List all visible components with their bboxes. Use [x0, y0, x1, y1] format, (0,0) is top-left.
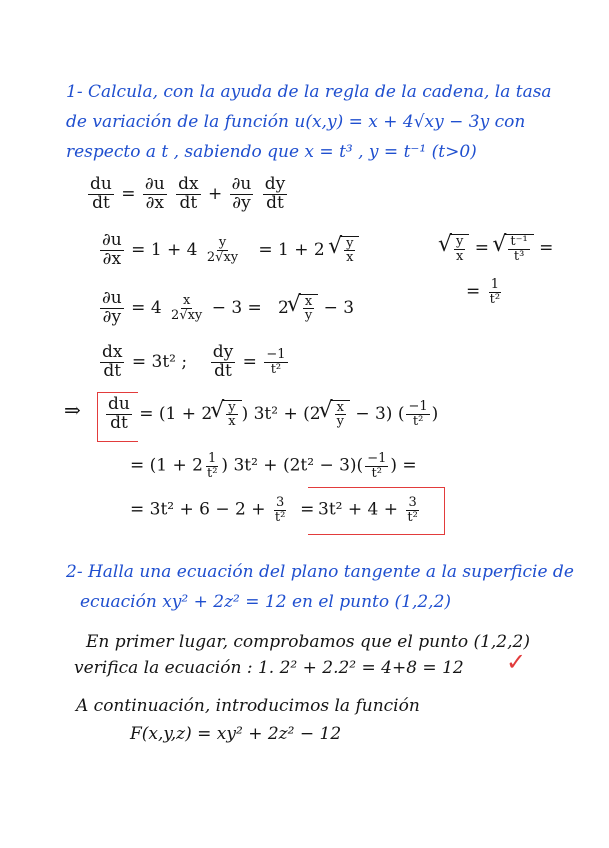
dudy-part-c: − 3 [323, 297, 355, 318]
dxdt-value: = 3t² ; [131, 351, 188, 372]
partial-u-x: $\frac{\partial u}{\partial x}$ = 1 + 4 $\frac{y}{2√xy}$ = 1 + 2 √ $\frac{y}{x}$ [98, 232, 359, 269]
red-box-answer [308, 487, 445, 535]
substituted-equation: $\frac{du}{dt}$ = (1 + 2 √ $\frac{y}{x}$ ) 3t² + (2 √ $\frac{x}{y}$ − 3) ( $\frac{-1}{\text{t²}}$ ) [104, 396, 438, 433]
partial-u-y: $\frac{\partial u}{\partial y}$ = 4 $\frac{x}{2√xy}$ − 3 = 2 √ $\frac{x}{y}$ − 3 [98, 290, 354, 327]
side-note-eq-b: = [466, 281, 481, 302]
problem1-line1: 1- Calcula, con la ayuda de la regla de la cadena, la tasa [66, 82, 552, 102]
implies-arrow: ⇒ [64, 398, 81, 422]
work2-line3: A continuación, introducimos la función [76, 696, 420, 716]
problem1-line2: de variación de la función u(x,y) = x + 4√xy − 3y con [66, 112, 526, 132]
problem2-line1: 2- Halla una ecuación del plano tangente a la superficie de [66, 562, 574, 582]
dudx-part-b: = 1 + 2 [258, 239, 325, 260]
problem2-line2: ecuación xy² + 2z² = 12 en el punto (1,2,2) [80, 592, 452, 612]
dudx-part-a: 1 + 4 [150, 239, 198, 260]
dydt-eq: = [242, 351, 257, 372]
substituted-t: = (1 + 2 $\frac{1}{\text{t²}}$ ) 3t² + (2t² − 3)( $\frac{-1}{\text{t²}}$ ) = [130, 451, 417, 481]
work2-line2: verifica la ecuación : 1. 2² + 2.2² = 4+8 = 12 [74, 658, 464, 678]
problem1-line3: respecto a t , sabiendo que x = t³ , y = t⁻¹ (t>0) [66, 142, 477, 162]
chain-rule-equation: $\frac{du}{dt}$ = $\frac{\partial u}{\partial x}$ $\frac{dx}{dt}$ + $\frac{\partial u}{\partial y}$ $\frac{dy}{dt}$ [90, 174, 286, 213]
check-mark-icon: ✓ [506, 648, 527, 676]
simplified-result: = 3t² + 6 − 2 + $\frac{3}{\text{t²}}$ = [130, 495, 320, 525]
final-answer-text: 3t² + 4 + [318, 499, 404, 520]
dudy-part-a: 4 [150, 297, 162, 318]
work2-line1: En primer lugar, comprobamos que el punto (1,2,2) [86, 632, 530, 652]
result-expansion: = 3t² + 6 − 2 + [130, 499, 271, 520]
derivatives-t: $\frac{dx}{dt}$ = 3t² ; $\frac{dy}{dt}$ = $\frac{-1}{\text{t²}}$ [102, 342, 286, 381]
dudy-part-b: − 3 = [211, 297, 262, 318]
side-note-eq-a: = [474, 238, 490, 259]
side-note-result: = $\frac{1}{\text{t²}}$ [466, 277, 501, 307]
final-answer: 3t² + 4 + $\frac{3}{\text{t²}}$ [318, 495, 418, 525]
side-note: √ $\frac{y}{x}$ = √ $\frac{\text{t⁻¹}}{\text{t³}}$ = [440, 234, 553, 263]
work2-line4: F(x,y,z) = xy² + 2z² − 12 [130, 724, 342, 744]
